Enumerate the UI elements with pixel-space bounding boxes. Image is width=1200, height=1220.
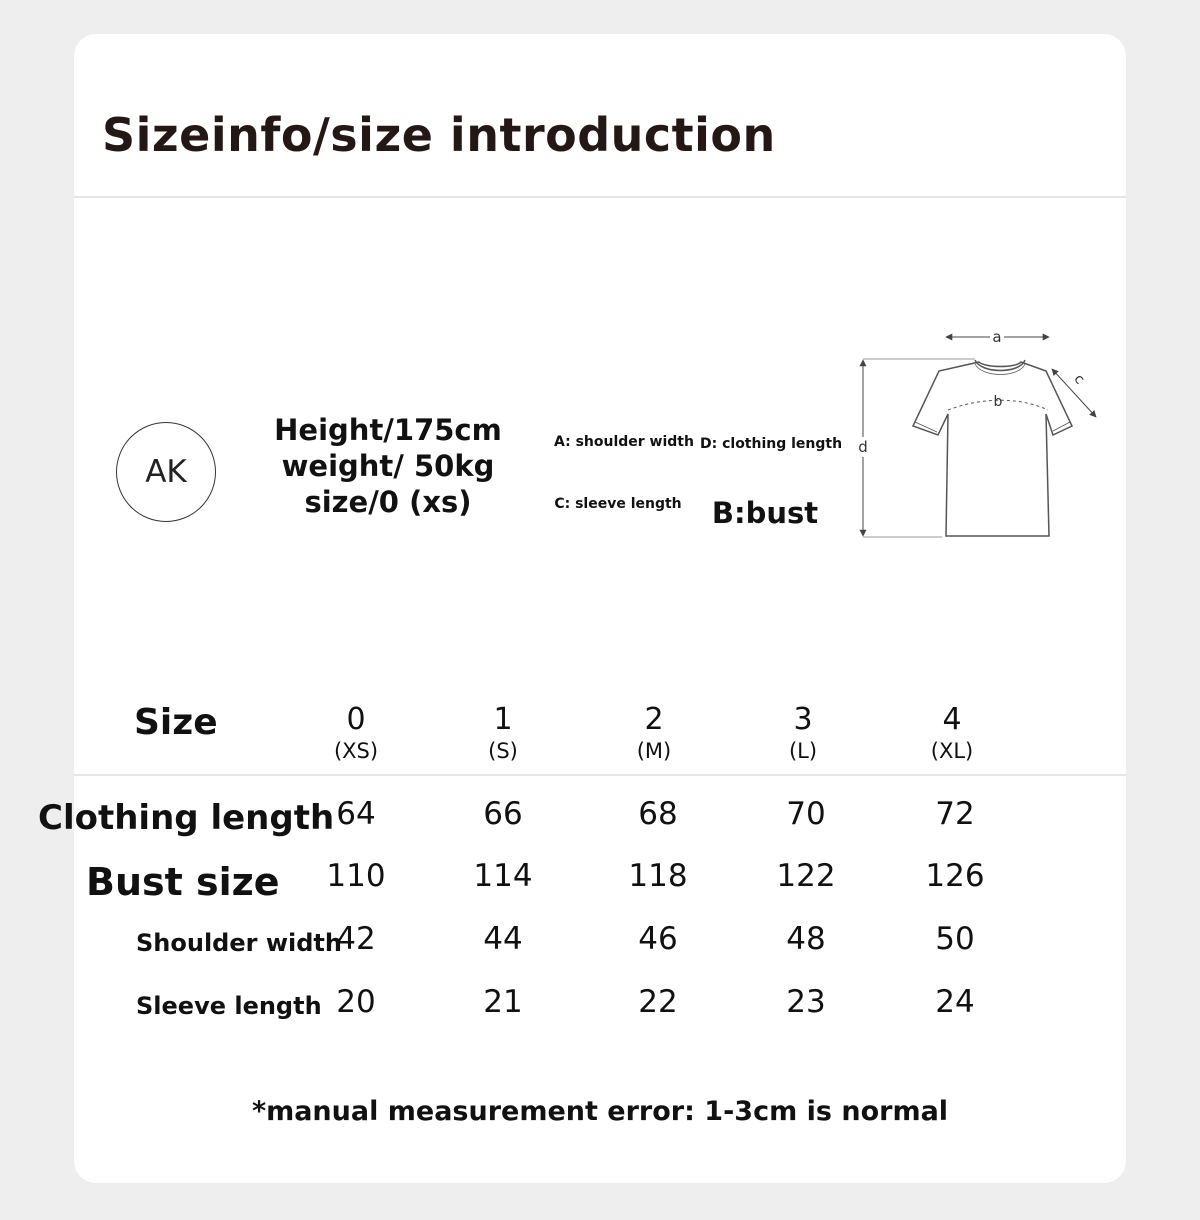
- row-label-bust-size: Bust size: [86, 860, 280, 904]
- table-cell: 20: [336, 984, 376, 1020]
- tshirt-outline-icon: [913, 360, 1072, 536]
- table-cell: 48: [786, 921, 826, 957]
- size-number: 3: [793, 702, 813, 737]
- size-letter: (L): [788, 739, 818, 763]
- table-cell: 64: [336, 796, 376, 832]
- model-badge-text: AK: [145, 454, 187, 490]
- sleeve-arrow: [1052, 369, 1096, 417]
- table-cell: 114: [473, 858, 533, 894]
- page-title: Sizeinfo/size introduction: [102, 108, 776, 162]
- diagram-label-d: d: [858, 438, 868, 456]
- legend-bust: B:bust: [711, 496, 819, 530]
- size-header-label: Size: [134, 702, 218, 743]
- table-cell: 44: [483, 921, 523, 957]
- model-stats: [250, 412, 526, 520]
- tshirt-measurement-diagram: [842, 322, 1112, 552]
- table-header-divider: [74, 774, 1126, 776]
- size-column-s: [448, 702, 558, 764]
- table-cell: 23: [786, 984, 826, 1020]
- model-size: size/0 (xs): [304, 485, 472, 519]
- table-cell: 66: [483, 796, 523, 832]
- legend-shoulder-width: [554, 434, 694, 451]
- model-weight: weight/ 50kg: [281, 449, 495, 483]
- size-column-l: [748, 702, 858, 764]
- header-divider: [74, 196, 1126, 198]
- table-cell: 46: [638, 921, 678, 957]
- table-cell: 42: [336, 921, 376, 957]
- row-label-clothing-length: Clothing length: [38, 798, 335, 838]
- table-cell: 126: [925, 858, 985, 894]
- table-cell: 68: [638, 796, 678, 832]
- table-cell: 22: [638, 984, 678, 1020]
- legend-shoulder-width-text: A: shoulder width: [554, 434, 694, 450]
- table-cell: 118: [628, 858, 688, 894]
- diagram-label-b: b: [993, 394, 1003, 410]
- table-cell: 72: [935, 796, 975, 832]
- size-letter: (M): [636, 739, 672, 763]
- model-height: Height/175cm: [274, 413, 502, 447]
- legend-sleeve-length-text: C: sleeve length: [554, 496, 682, 512]
- size-column-xs: [301, 702, 411, 764]
- size-number: 1: [493, 702, 513, 737]
- table-cell: 70: [786, 796, 826, 832]
- measurement-note: *manual measurement error: 1-3cm is normal: [251, 1096, 949, 1127]
- row-label-sleeve-length: Sleeve length: [136, 992, 322, 1020]
- legend-clothing-length-text: D: clothing length: [700, 436, 843, 452]
- table-cell: 50: [935, 921, 975, 957]
- diagram-label-c: c: [1070, 371, 1088, 388]
- size-column-xl: [897, 702, 1007, 764]
- diagram-label-a: a: [992, 328, 1002, 346]
- table-cell: 21: [483, 984, 523, 1020]
- table-cell: 122: [776, 858, 836, 894]
- size-letter: (XL): [930, 739, 974, 763]
- size-info-card: [38, 34, 1126, 1183]
- size-letter: (XS): [333, 739, 379, 763]
- size-number: 4: [942, 702, 962, 737]
- size-letter: (S): [488, 739, 518, 763]
- size-number: 2: [644, 702, 664, 737]
- size-number: 0: [346, 702, 366, 737]
- table-cell: 110: [326, 858, 386, 894]
- model-avatar: [116, 422, 216, 522]
- legend-sleeve-length: [554, 496, 682, 513]
- size-column-m: [599, 702, 709, 764]
- row-label-shoulder-width: Shoulder width: [136, 929, 342, 957]
- table-cell: 24: [935, 984, 975, 1020]
- legend-clothing-length: [700, 436, 843, 453]
